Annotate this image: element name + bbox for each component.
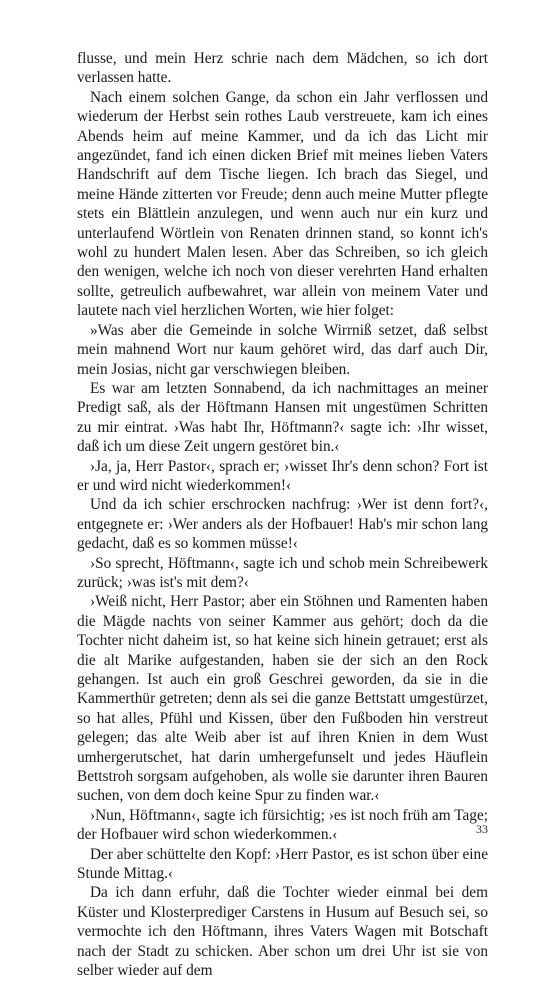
paragraph: Nach einem solchen Gange, da schon ein Jahr verflossen und wiederum der Herbst sein rothes Laub verstreuete, kam ich eines Abends heim auf meine Kammer, und da ich das Licht mir angezündet, fand ich einen dicken Brief mit meines lieben Vaters Handschrift auf dem Tische liegen. Ich brach das Siegel, und meine Hände zitterten vor Freude; denn auch meine Mutter pflegte stets ein Blättlein anzulegen, und wenn auch nur ein kurz und unterlaufend Wörtlein von Renaten drinnen stand, so konnt ich's wohl zu hundert Malen lesen. Aber das Schreiben, so ich gleich den wenigen, welche ich noch von dieser verehrten Hand erhalten sollte, getreulich aufbewahret, war allein von meinem Vater und lautete nach viel herzlichen Worten, wie hier folget: xyxy=(77,88,488,320)
paragraph: »Was aber die Gemeinde in solche Wirrniß setzet, daß selbst mein mahnend Wort nur kaum gehöret wird, das darf auch Dir, mein Josias, nicht gar verschwiegen bleiben. xyxy=(77,321,488,378)
paragraph: ›Ja, ja, Herr Pastor‹, sprach er; ›wisset Ihr's denn schon? Fort ist er und wird nicht wiederkommen!‹ xyxy=(77,457,488,494)
paragraph: flusse, und mein Herz schrie nach dem Mädchen, so ich dort verlassen hatte. xyxy=(77,50,488,87)
paragraph: Es war am letzten Sonnabend, da ich nachmittages an meiner Predigt saß, als der Höftmann Hansen mit ungestümen Schritten zu mir eintrat. ›Was habt Ihr, Höftmann?‹ sagte ich: ›Ihr wisset, daß ich um diese Zeit ungern gestöret bin.‹ xyxy=(77,379,488,456)
paragraph: ›Weiß nicht, Herr Pastor; aber ein Stöhnen und Ramenten haben die Mägde nachts von seiner Kammer aus gehört; doch da die Tochter nicht daheim ist, so hat keine sich hinein getrauet; erst als die alt Marike aufgestanden, haben sie der sich an den Rock gehangen. Ist auch ein groß Geschrei geworden, da sie in die Kammerthür getreten; denn als sei die ganze Bettstatt umgestürzet, so hat alles, Pfühl und Kissen, über den Fußboden hin verstreut gelegen; das alte Weib aber ist auf ihren Knien in dem Wust umhergerutschet, hat darin umhergefunselt und jedes Häuflein Bettstroh sorgsam aufgehoben, als wolle sie darunter ihren Bauren suchen, von dem doch keine Spur zu finden war.‹ xyxy=(77,593,488,805)
paragraph: Da ich dann erfuhr, daß die Tochter wieder einmal bei dem Küster und Klosterprediger Carstens in Husum auf Besuch sei, so vermochte ich den Höftmann, ihres Vaters Wagen mit Botschaft nach der Stadt zu schicken. Aber schon um drei Uhr ist sie von selber wieder auf dem xyxy=(77,884,488,980)
paragraph: Der aber schüttelte den Kopf: ›Herr Pastor, es ist schon über eine Stunde Mittag.‹ xyxy=(77,845,488,883)
paragraph: ›So sprecht, Höftmann‹, sagte ich und schob mein Schreibewerk zurück; ›was ist's mit dem?‹ xyxy=(77,554,488,591)
paragraph: Und da ich schier erschrocken nachfrug: ›Wer ist denn fort?‹, entgegnete er: ›Wer anders als der Hofbauer! Hab's mir schon lang gedacht, daß es so kommen müsse!‹ xyxy=(77,496,488,553)
page-number: 33 xyxy=(476,822,488,836)
book-page xyxy=(77,49,488,981)
body-text xyxy=(77,49,488,981)
paragraph: ›Nun, Höftmann‹, sagte ich fürsichtig; ›es ist noch früh am Tage; der Hofbauer wird schon wiederkommen.‹ xyxy=(77,806,488,844)
